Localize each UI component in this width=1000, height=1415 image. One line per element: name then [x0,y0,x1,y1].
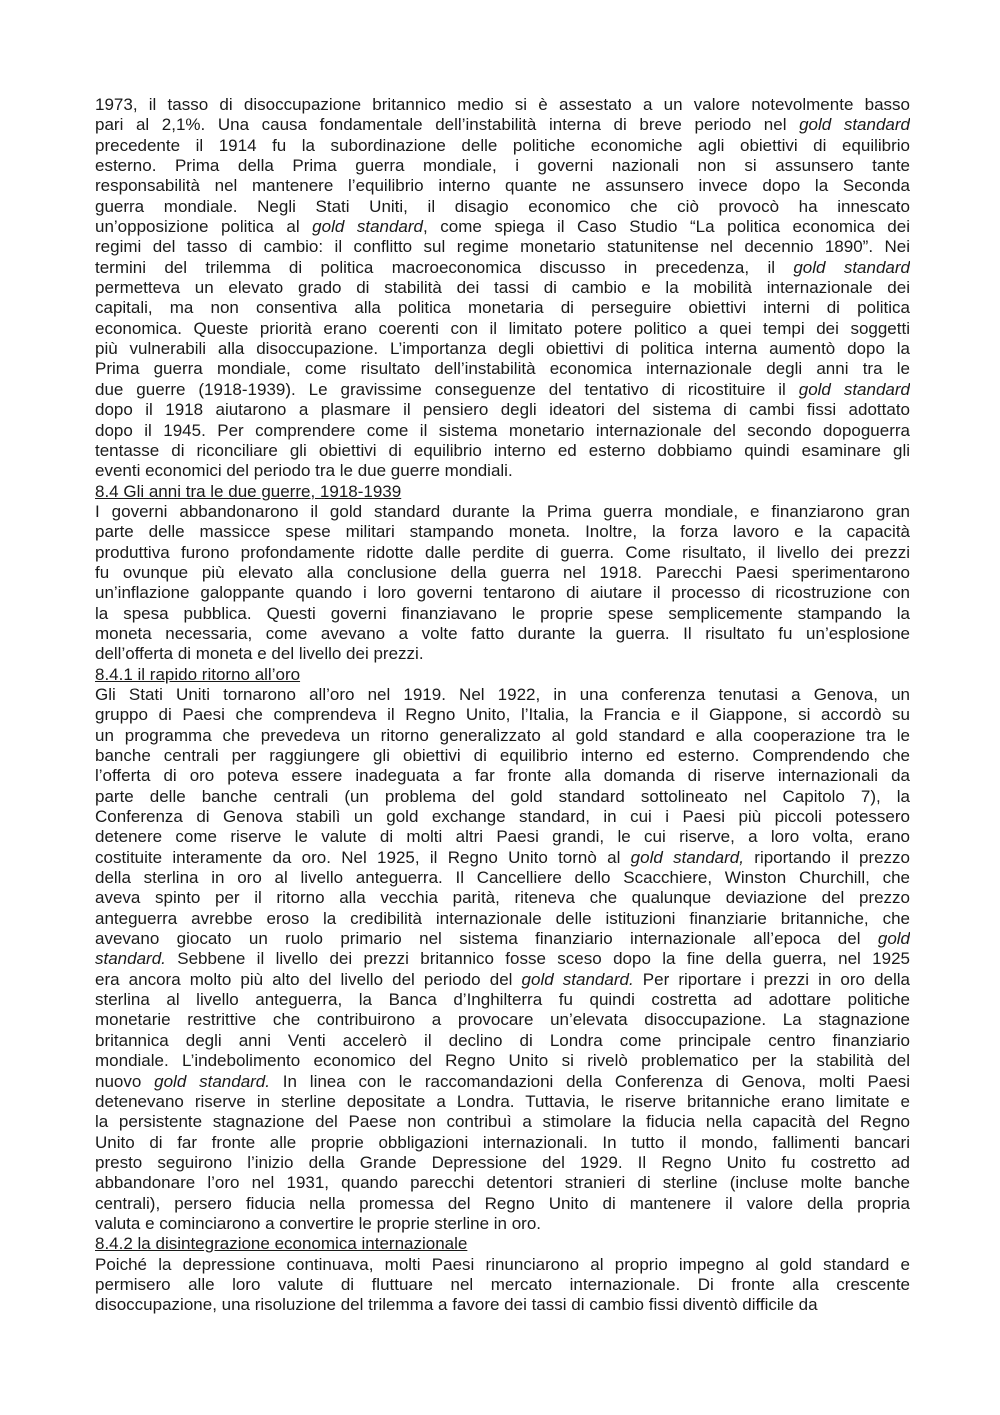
italic-text: gold standard [799,115,910,135]
document-page [95,95,910,1316]
text-run: dopo il 1945. Per comprendere come il sistema monetario internazionale del secondo dopoguerra [95,420,910,440]
text-line [95,400,910,420]
text-line [95,136,910,156]
text-line [95,522,910,542]
text-line [95,848,910,868]
text-line [95,624,910,644]
text-run: abbandonare l’oro nel 1931, quando parecchi detentori stranieri di sterline (incluse molte banche [95,1173,910,1193]
text-run: Gli Stati Uniti tornarono all’oro nel 1919. Nel 1922, in una conferenza tenutasi a Genova, un [95,684,910,704]
text-line [95,1010,910,1030]
text-line [95,909,910,929]
text-line [95,766,910,786]
text-line [95,1133,910,1153]
text-line [95,156,910,176]
text-line [95,278,910,298]
text-line [95,563,910,583]
text-run: moneta necessaria, come avevano a volte fatto durante la guerra. Il risultato fu un’esplosione [95,623,910,643]
text-line [95,604,910,624]
text-run: banche centrali per raggiungere gli obiettivi di equilibrio interno ed esterno. Comprendendo che [95,746,910,765]
text-run: produttiva furono profondamente ridotte dalle perdite di guerra. Come risultato, il livello dei prezzi [95,542,910,562]
text-run: due guerre (1918-1939). Le gravissime conseguenze del tentativo di ricostituire il [95,379,799,399]
text-run: I governi abbandonarono il gold standard durante la Prima guerra mondiale, e finanziarono gran [95,501,910,521]
text-run: eventi economici del periodo tra le due guerre mondiali. [95,461,513,481]
text-line [95,217,910,237]
text-run: guerra mondiale. Negli Stati Uniti, il disagio economico che ciò provocò ha innescato [95,196,910,216]
text-line [95,319,910,339]
text-line [95,583,910,603]
text-line [95,1214,910,1234]
text-line [95,502,910,522]
text-run: dell’offerta di moneta e del livello dei prezzi. [95,644,424,664]
text-line [95,868,910,888]
text-run: capitali, ma non consentiva alla politica monetaria di perseguire obiettivi interni di politica [95,298,910,318]
text-run: responsabilità nel mantenere l’equilibrio interno quante ne assunsero invece dopo la Seconda [95,176,910,196]
text-line [95,95,910,115]
text-line [95,1112,910,1132]
text-line [95,543,910,563]
text-line [95,705,910,725]
text-line [95,421,910,441]
italic-text: gold [877,929,910,949]
text-line [95,339,910,359]
paragraph [95,502,910,665]
text-run: più vulnerabili alla disoccupazione. L’importanza degli obiettivi di politica interna aumentò dopo la [95,339,910,359]
text-run: regimi del tasso di cambio: il conflitto sul regime monetario statunitense nel decennio 1890”. Nei [95,237,910,257]
text-run: parte delle banche centrali (un problema del gold standard sottolineato nel Capitolo 7), la [95,786,910,806]
text-run: valuta e cominciarono a convertire le proprie sterline in oro. [95,1213,542,1233]
text-run: detenere come riserve le valute di molti altri Paesi grandi, le cui riserve, a loro volta, erano [95,827,910,847]
text-run: centrali), persero fiducia nella promessa del Regno Unito di mantenere il valore della propria [95,1193,910,1213]
text-line [95,929,910,949]
text-run: pari al 2,1%. Una causa fondamentale dell’instabilità interna di breve periodo nel [95,115,800,135]
text-run: economica. Queste priorità erano coerenti con il limitato potere politico a quei tempi dei soggetti [95,318,910,338]
text-run: costituite interamente da oro. Nel 1925, il Regno Unito tornò al [95,847,631,867]
text-run: termini del trilemma di politica macroeconomica discusso in precedenza, il [95,257,794,277]
text-line [95,1255,910,1275]
text-run: In linea con le raccomandazioni della Conferenza di Genova, molti Paesi [269,1071,910,1091]
text-run: della sterlina in oro al livello anteguerra. Il Cancelliere dello Scacchiere, Winston Churchill, che [95,868,910,888]
text-run: dopo il 1918 aiutarono a plasmare il pensiero degli ideatori del sistema di cambi fissi adottato [95,400,910,420]
text-run: era ancora molto più alto del livello del periodo del [95,969,522,989]
text-line [95,461,910,481]
text-line [95,746,910,766]
text-line [95,970,910,990]
text-line [95,888,910,908]
paragraph [95,685,910,1234]
text-line [95,1031,910,1051]
text-line [95,1153,910,1173]
text-line [95,176,910,196]
text-run: Prima guerra mondiale, come risultato dell’instabilità economica internazionale degli anni tra le [95,359,910,379]
text-line [95,197,910,217]
text-run: tentasse di riconciliare gli obiettivi di equilibrio interno ed esterno dobbiamo quindi esaminare gli [95,440,910,460]
text-run: avevano giocato un ruolo primario nel sistema finanziario internazionale all’epoca del [95,929,878,949]
text-line [95,298,910,318]
text-run: esterno. Prima della Prima guerra mondiale, i governi nazionali non si assunsero tante [95,156,910,176]
italic-text: gold standard, [630,847,744,867]
text-run: la persistente stagnazione del Paese non contribuì a stimolare la fiducia nella capacità del Regno [95,1112,910,1132]
italic-text: gold standard. [154,1071,270,1091]
text-line [95,807,910,827]
text-line [95,441,910,461]
text-run: 1973, il tasso di disoccupazione britannico medio si è assestato a un valore notevolmente basso [95,95,910,114]
paragraph [95,95,910,482]
text-run: l’offerta di oro poteva essere inadeguata a far fronte alla domanda di riserve internazionali da [95,766,910,786]
text-line [95,827,910,847]
text-line [95,115,910,135]
text-line [95,726,910,746]
text-run: Per riportare i prezzi in oro della [633,969,910,989]
italic-text: gold standard [312,217,423,237]
text-run: permisero alle loro valute di fluttuare nel mercato internazionale. Di fronte alla crescente [95,1274,910,1294]
text-run: Poiché la depressione continuava, molti Paesi rinunciarono al proprio impegno al gold standard e [95,1254,910,1274]
text-line [95,1072,910,1092]
text-run: fu ovunque più elevato alla conclusione della guerra nel 1918. Parecchi Paesi sperimentarono [95,562,910,582]
text-run: presto seguirono l’inizio della Grande Depressione del 1929. Il Regno Unito fu costretto ad [95,1152,910,1172]
text-line [95,237,910,257]
text-line [95,1173,910,1193]
text-run: gruppo di Paesi che comprendeva il Regno Unito, l’Italia, la Francia e il Giappone, si accordò su [95,705,910,725]
text-line [95,685,910,705]
text-line [95,1051,910,1071]
text-run: britannica degli anni Venti accelerò il declino di Londra come principale centro finanziario [95,1030,910,1050]
italic-text: gold standard. [521,969,634,989]
italic-text: gold standard [793,257,910,277]
text-line [95,787,910,807]
text-run: un’inflazione galoppante quando i loro governi tentarono di aiutare il processo di ricostruzione con [95,583,910,603]
text-run: Conferenza di Genova stabilì un gold exchange standard, in cui i Paesi più piccoli potessero [95,807,910,827]
section-heading: 8.4 Gli anni tra le due guerre, 1918-1939 [95,481,402,501]
subsection-heading: 8.4.1 il rapido ritorno all’oro [95,664,301,684]
text-run: un programma che prevedeva un ritorno generalizzato al gold standard e alla cooperazione tra le [95,725,910,745]
text-run: Sebbene il livello dei prezzi britannico fosse sceso dopo la fine della guerra, nel 1925 [165,949,910,969]
text-run: , come spiega il Caso Studio “La politica economica dei [423,217,910,237]
subsection-heading: 8.4.2 la disintegrazione economica internazionale [95,1234,468,1254]
text-run: aveva spinto per il ritorno alla vecchia parità, riteneva che qualunque deviazione del prezzo [95,888,910,908]
text-line [95,258,910,278]
text-line [95,644,910,664]
text-run: Unito di far fronte alle proprie obbligazioni internazionali. In tutto il mondo, fallimenti bancari [95,1132,910,1152]
text-line [95,359,910,379]
text-line [95,1194,910,1214]
text-run: parte delle massicce spese militari stampando moneta. Inoltre, la forza lavoro e la capacità [95,522,910,542]
text-line [95,990,910,1010]
text-run: anteguerra avrebbe eroso la credibilità internazionale delle istituzioni finanziarie britanniche, che [95,908,910,928]
text-run: detenevano riserve in sterline depositate a Londra. Tuttavia, le riserve britanniche erano limitate e [95,1091,910,1111]
text-run: sterlina al livello anteguerra, la Banca d’Inghilterra fu quindi costretta ad adottare politiche [95,990,910,1010]
text-line [95,380,910,400]
text-run: precedente il 1914 fu la subordinazione delle politiche economiche agli obiettivi di equilibrio [95,135,910,155]
text-run: riportando il prezzo [743,847,910,867]
paragraph [95,1255,910,1316]
text-run: la spesa pubblica. Questi governi finanziavano le proprie spese semplicemente stampando la [95,603,910,623]
text-run: permetteva un elevato grado di stabilità dei tassi di cambio e la mobilità internazionale dei [95,278,910,298]
text-line [95,1275,910,1295]
text-line [95,1295,910,1315]
text-line [95,1092,910,1112]
italic-text: standard. [95,949,166,969]
text-run: mondiale. L’indebolimento economico del Regno Unito si rivelò problematico per la stabilità del [95,1051,910,1071]
text-run: nuovo [95,1071,155,1091]
text-run: monetarie restrittive che contribuirono a provocare un’elevata disoccupazione. La stagnazione [95,1010,910,1030]
text-run: disoccupazione, una risoluzione del trilemma a favore dei tassi di cambio fissi diventò difficile da [95,1295,818,1315]
italic-text: gold standard [798,379,910,399]
text-run: un’opposizione politica al [95,217,313,237]
text-line [95,949,910,969]
